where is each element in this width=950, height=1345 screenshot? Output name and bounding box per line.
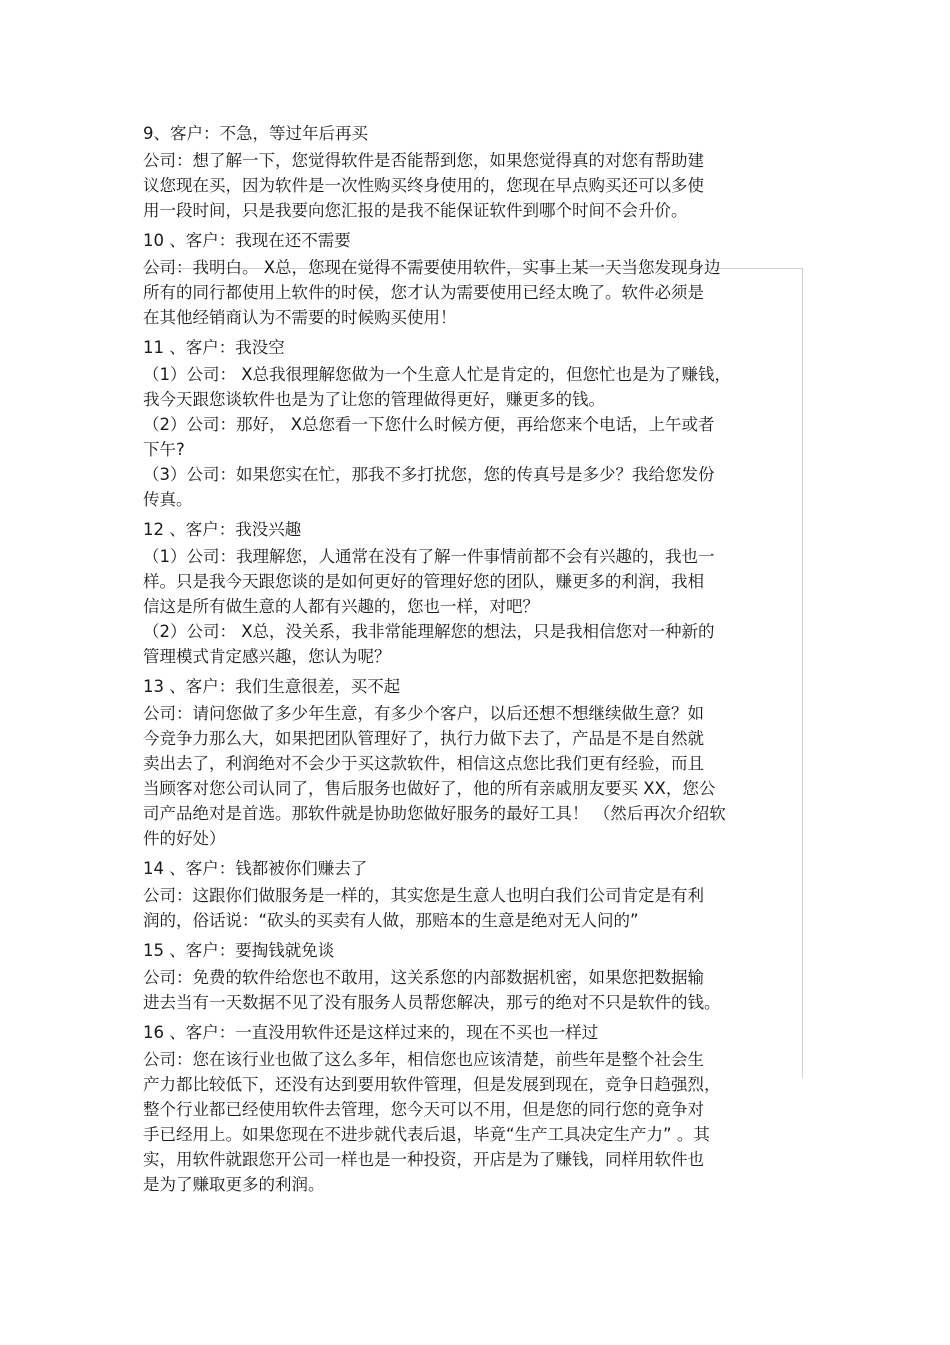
- paragraph-line: 件的好处）: [143, 829, 226, 848]
- paragraph-line: 公司：这跟你们做服务是一样的，其实您是生意人也明白我们公司肯定是有利: [143, 886, 704, 905]
- paragraph-line: 卖出去了，利润绝对不会少于买这款软件，相信这点您比我们更有经验，而且: [143, 754, 704, 773]
- section-10: [143, 229, 803, 330]
- paragraph-line: 传真。: [143, 490, 193, 509]
- paragraph-line: 整个行业都已经使用软件去管理，您今天可以不用，但是您的同行您的竟争对: [143, 1100, 704, 1119]
- section-heading: 9、客户：不急，等过年后再买: [143, 124, 368, 143]
- paragraph-line: 我今天跟您谈软件也是为了让您的管理做得更好，赚更多的钱。: [143, 390, 605, 409]
- paragraph-line: （2）公司：那好， X总您看一下您什么时候方便，再给您来个电话，上午或者: [143, 415, 715, 434]
- paragraph-line: （1）公司：我理解您，人通常在没有了解一件事情前都不会有兴趣的，我也一: [143, 547, 715, 566]
- paragraph-line: 今竞争力那么大，如果把团队管理好了，执行力做下去了，产品是不是自然就: [143, 729, 704, 748]
- paragraph-line: 进去当有一天数据不见了没有服务人员帮您解决，那亏的绝对不只是软件的钱。: [143, 993, 721, 1012]
- paragraph-line: 所有的同行都使用上软件的时侯，您才认为需要使用已经太晚了。软件必须是: [143, 283, 704, 302]
- section-heading: 11 、客户：我没空: [143, 338, 285, 357]
- paragraph-line: 信这是所有做生意的人都有兴趣的，您也一样，对吧？: [143, 597, 539, 616]
- document-body: [143, 122, 803, 1197]
- paragraph-line: 议您现在买，因为软件是一次性购买终身使用的，您现在早点购买还可以多使: [143, 176, 704, 195]
- section-heading: 10 、客户：我现在还不需要: [143, 231, 351, 250]
- paragraph-line: 司产品绝对是首选。那软件就是协助您做好服务的最好工具！ （然后再次介绍软: [143, 804, 726, 823]
- section-heading: 14 、客户：钱都被你们赚去了: [143, 859, 368, 878]
- paragraph-line: 当顾客对您公司认同了，售后服务也做好了，他的所有亲戚朋友要买 XX，您公: [143, 779, 716, 798]
- section-14: [143, 857, 803, 933]
- section-16: [143, 1021, 803, 1197]
- paragraph-line: 公司：您在该行业也做了这么多年，相信您也应该清楚，前些年是整个社会生: [143, 1050, 704, 1069]
- section-heading: 16 、客户：一直没用软件还是这样过来的，现在不买也一样过: [143, 1023, 599, 1042]
- paragraph-line: （3）公司：如果您实在忙，那我不多打扰您，您的传真号是多少？我给您发份: [143, 465, 715, 484]
- paragraph-line: 润的，俗话说：“砍头的买卖有人做，那赔本的生意是绝对无人问的”: [143, 911, 639, 930]
- paragraph-line: 公司：请问您做了多少年生意，有多少个客户，以后还想不想继续做生意？如: [143, 704, 704, 723]
- section-heading: 13 、客户：我们生意很差，买不起: [143, 677, 401, 696]
- paragraph-line: （1）公司： X总我很理解您做为一个生意人忙是肯定的，但您忙也是为了赚钱，: [143, 365, 732, 384]
- paragraph-line: 手已经用上。如果您现在不进步就代表后退，毕竟“生产工具决定生产力” 。其: [143, 1125, 710, 1144]
- paragraph-line: 公司：免费的软件给您也不敢用，这关系您的内部数据机密，如果您把数据输: [143, 968, 704, 987]
- paragraph-line: 公司：我明白。 X总，您现在觉得不需要使用软件，实事上某一天当您发现身边: [143, 258, 721, 277]
- section-13: [143, 675, 803, 851]
- paragraph-line: （2）公司： X总，没关系，我非常能理解您的想法，只是我相信您对一种新的: [143, 622, 715, 641]
- paragraph-line: 管理模式肯定感兴趣，您认为呢？: [143, 647, 391, 666]
- section-15: [143, 939, 803, 1015]
- paragraph-line: 公司：想了解一下，您觉得软件是否能帮到您，如果您觉得真的对您有帮助建: [143, 151, 704, 170]
- paragraph-line: 是为了赚取更多的利润。: [143, 1175, 325, 1194]
- section-9: [143, 122, 803, 223]
- paragraph-line: 用一段时间，只是我要向您汇报的是我不能保证软件到哪个时间不会升价。: [143, 201, 688, 220]
- paragraph-line: 产力都比较低下，还没有达到要用软件管理，但是发展到现在，竞争日趋强烈，: [143, 1075, 721, 1094]
- section-12: [143, 518, 803, 669]
- section-11: [143, 336, 803, 512]
- section-heading: 15 、客户：要掏钱就免谈: [143, 941, 335, 960]
- section-heading: 12 、客户：我没兴趣: [143, 520, 302, 539]
- paragraph-line: 下午?: [143, 440, 185, 459]
- paragraph-line: 实，用软件就跟您开公司一样也是一种投资，开店是为了赚钱，同样用软件也: [143, 1150, 704, 1169]
- paragraph-line: 在其他经销商认为不需要的时候购买使用！: [143, 308, 457, 327]
- paragraph-line: 样。只是我今天跟您谈的是如何更好的管理好您的团队，赚更多的利润，我相: [143, 572, 704, 591]
